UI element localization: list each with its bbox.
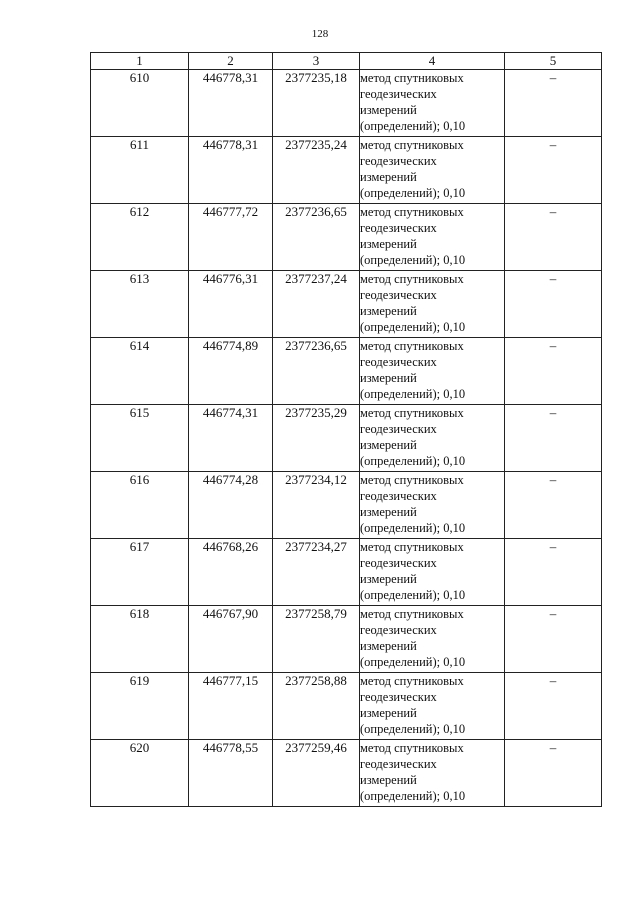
method-line: метод спутниковых (360, 540, 464, 554)
method-line: измерений (360, 572, 417, 586)
method-line: (определений); 0,10 (360, 588, 466, 602)
coordinates-table (90, 52, 602, 807)
method-line: (определений); 0,10 (360, 387, 466, 401)
method-line: измерений (360, 170, 417, 184)
x-coordinate-cell: 446774,31 (189, 405, 273, 472)
table-row (91, 539, 602, 606)
method-line: (определений); 0,10 (360, 454, 466, 468)
y-coordinate-cell: 2377235,29 (273, 405, 360, 472)
method-cell (360, 70, 505, 137)
method-line: геодезических (360, 690, 437, 704)
method-cell (360, 271, 505, 338)
method-cell (360, 405, 505, 472)
table-row (91, 405, 602, 472)
method-line: геодезических (360, 154, 437, 168)
note-cell: – (505, 271, 602, 338)
x-coordinate-cell: 446777,72 (189, 204, 273, 271)
point-number-cell: 612 (91, 204, 189, 271)
y-coordinate-cell: 2377258,79 (273, 606, 360, 673)
method-cell (360, 740, 505, 807)
note-cell: – (505, 740, 602, 807)
point-number-cell: 617 (91, 539, 189, 606)
method-line: метод спутниковых (360, 71, 464, 85)
method-line: геодезических (360, 757, 437, 771)
point-number-cell: 620 (91, 740, 189, 807)
x-coordinate-cell: 446768,26 (189, 539, 273, 606)
x-coordinate-cell: 446778,31 (189, 70, 273, 137)
method-line: геодезических (360, 288, 437, 302)
point-number-cell: 618 (91, 606, 189, 673)
method-line: метод спутниковых (360, 138, 464, 152)
y-coordinate-cell: 2377259,46 (273, 740, 360, 807)
x-coordinate-cell: 446778,55 (189, 740, 273, 807)
note-cell: – (505, 673, 602, 740)
method-line: геодезических (360, 556, 437, 570)
page-number: 128 (311, 28, 329, 40)
note-cell: – (505, 606, 602, 673)
table-row (91, 204, 602, 271)
method-line: метод спутниковых (360, 339, 464, 353)
header-row (91, 53, 602, 70)
method-line: геодезических (360, 623, 437, 637)
note-cell: – (505, 539, 602, 606)
method-line: метод спутниковых (360, 205, 464, 219)
y-coordinate-cell: 2377234,12 (273, 472, 360, 539)
y-coordinate-cell: 2377236,65 (273, 338, 360, 405)
table-header (91, 53, 602, 70)
point-number-cell: 615 (91, 405, 189, 472)
method-line: метод спутниковых (360, 272, 464, 286)
method-line: измерений (360, 639, 417, 653)
point-number-cell: 611 (91, 137, 189, 204)
method-line: измерений (360, 438, 417, 452)
method-line: геодезических (360, 87, 437, 101)
point-number-cell: 619 (91, 673, 189, 740)
method-line: измерений (360, 371, 417, 385)
header-col-3: 3 (273, 53, 360, 70)
method-line: метод спутниковых (360, 607, 464, 621)
table-row (91, 673, 602, 740)
method-line: геодезических (360, 221, 437, 235)
header-col-2: 2 (189, 53, 273, 70)
method-line: метод спутниковых (360, 406, 464, 420)
x-coordinate-cell: 446776,31 (189, 271, 273, 338)
method-line: (определений); 0,10 (360, 119, 466, 133)
y-coordinate-cell: 2377258,88 (273, 673, 360, 740)
note-cell: – (505, 70, 602, 137)
method-line: метод спутниковых (360, 674, 464, 688)
method-cell (360, 204, 505, 271)
note-cell: – (505, 338, 602, 405)
method-line: измерений (360, 237, 417, 251)
method-line: геодезических (360, 422, 437, 436)
note-cell: – (505, 204, 602, 271)
point-number-cell: 613 (91, 271, 189, 338)
x-coordinate-cell: 446767,90 (189, 606, 273, 673)
y-coordinate-cell: 2377235,24 (273, 137, 360, 204)
table-row (91, 271, 602, 338)
method-cell (360, 673, 505, 740)
method-line: (определений); 0,10 (360, 722, 466, 736)
method-line: измерений (360, 304, 417, 318)
method-line: (определений); 0,10 (360, 789, 466, 803)
method-line: измерений (360, 505, 417, 519)
y-coordinate-cell: 2377234,27 (273, 539, 360, 606)
y-coordinate-cell: 2377237,24 (273, 271, 360, 338)
x-coordinate-cell: 446774,28 (189, 472, 273, 539)
note-cell: – (505, 137, 602, 204)
y-coordinate-cell: 2377236,65 (273, 204, 360, 271)
method-line: (определений); 0,10 (360, 320, 466, 334)
point-number-cell: 610 (91, 70, 189, 137)
header-col-1: 1 (91, 53, 189, 70)
method-line: метод спутниковых (360, 741, 464, 755)
header-col-5: 5 (505, 53, 602, 70)
point-number-cell: 616 (91, 472, 189, 539)
note-cell: – (505, 405, 602, 472)
x-coordinate-cell: 446777,15 (189, 673, 273, 740)
method-line: измерений (360, 103, 417, 117)
x-coordinate-cell: 446774,89 (189, 338, 273, 405)
table-row (91, 137, 602, 204)
table-row (91, 70, 602, 137)
method-line: измерений (360, 773, 417, 787)
table-row (91, 338, 602, 405)
method-cell (360, 539, 505, 606)
method-cell (360, 472, 505, 539)
method-cell (360, 338, 505, 405)
table-row (91, 740, 602, 807)
method-line: геодезических (360, 355, 437, 369)
point-number-cell: 614 (91, 338, 189, 405)
method-cell (360, 606, 505, 673)
table-row (91, 472, 602, 539)
y-coordinate-cell: 2377235,18 (273, 70, 360, 137)
table-body (91, 70, 602, 807)
method-line: (определений); 0,10 (360, 655, 466, 669)
method-line: измерений (360, 706, 417, 720)
method-cell (360, 137, 505, 204)
method-line: (определений); 0,10 (360, 253, 466, 267)
table-row (91, 606, 602, 673)
method-line: метод спутниковых (360, 473, 464, 487)
method-line: (определений); 0,10 (360, 186, 466, 200)
x-coordinate-cell: 446778,31 (189, 137, 273, 204)
method-line: (определений); 0,10 (360, 521, 466, 535)
method-line: геодезических (360, 489, 437, 503)
note-cell: – (505, 472, 602, 539)
header-col-4: 4 (360, 53, 505, 70)
